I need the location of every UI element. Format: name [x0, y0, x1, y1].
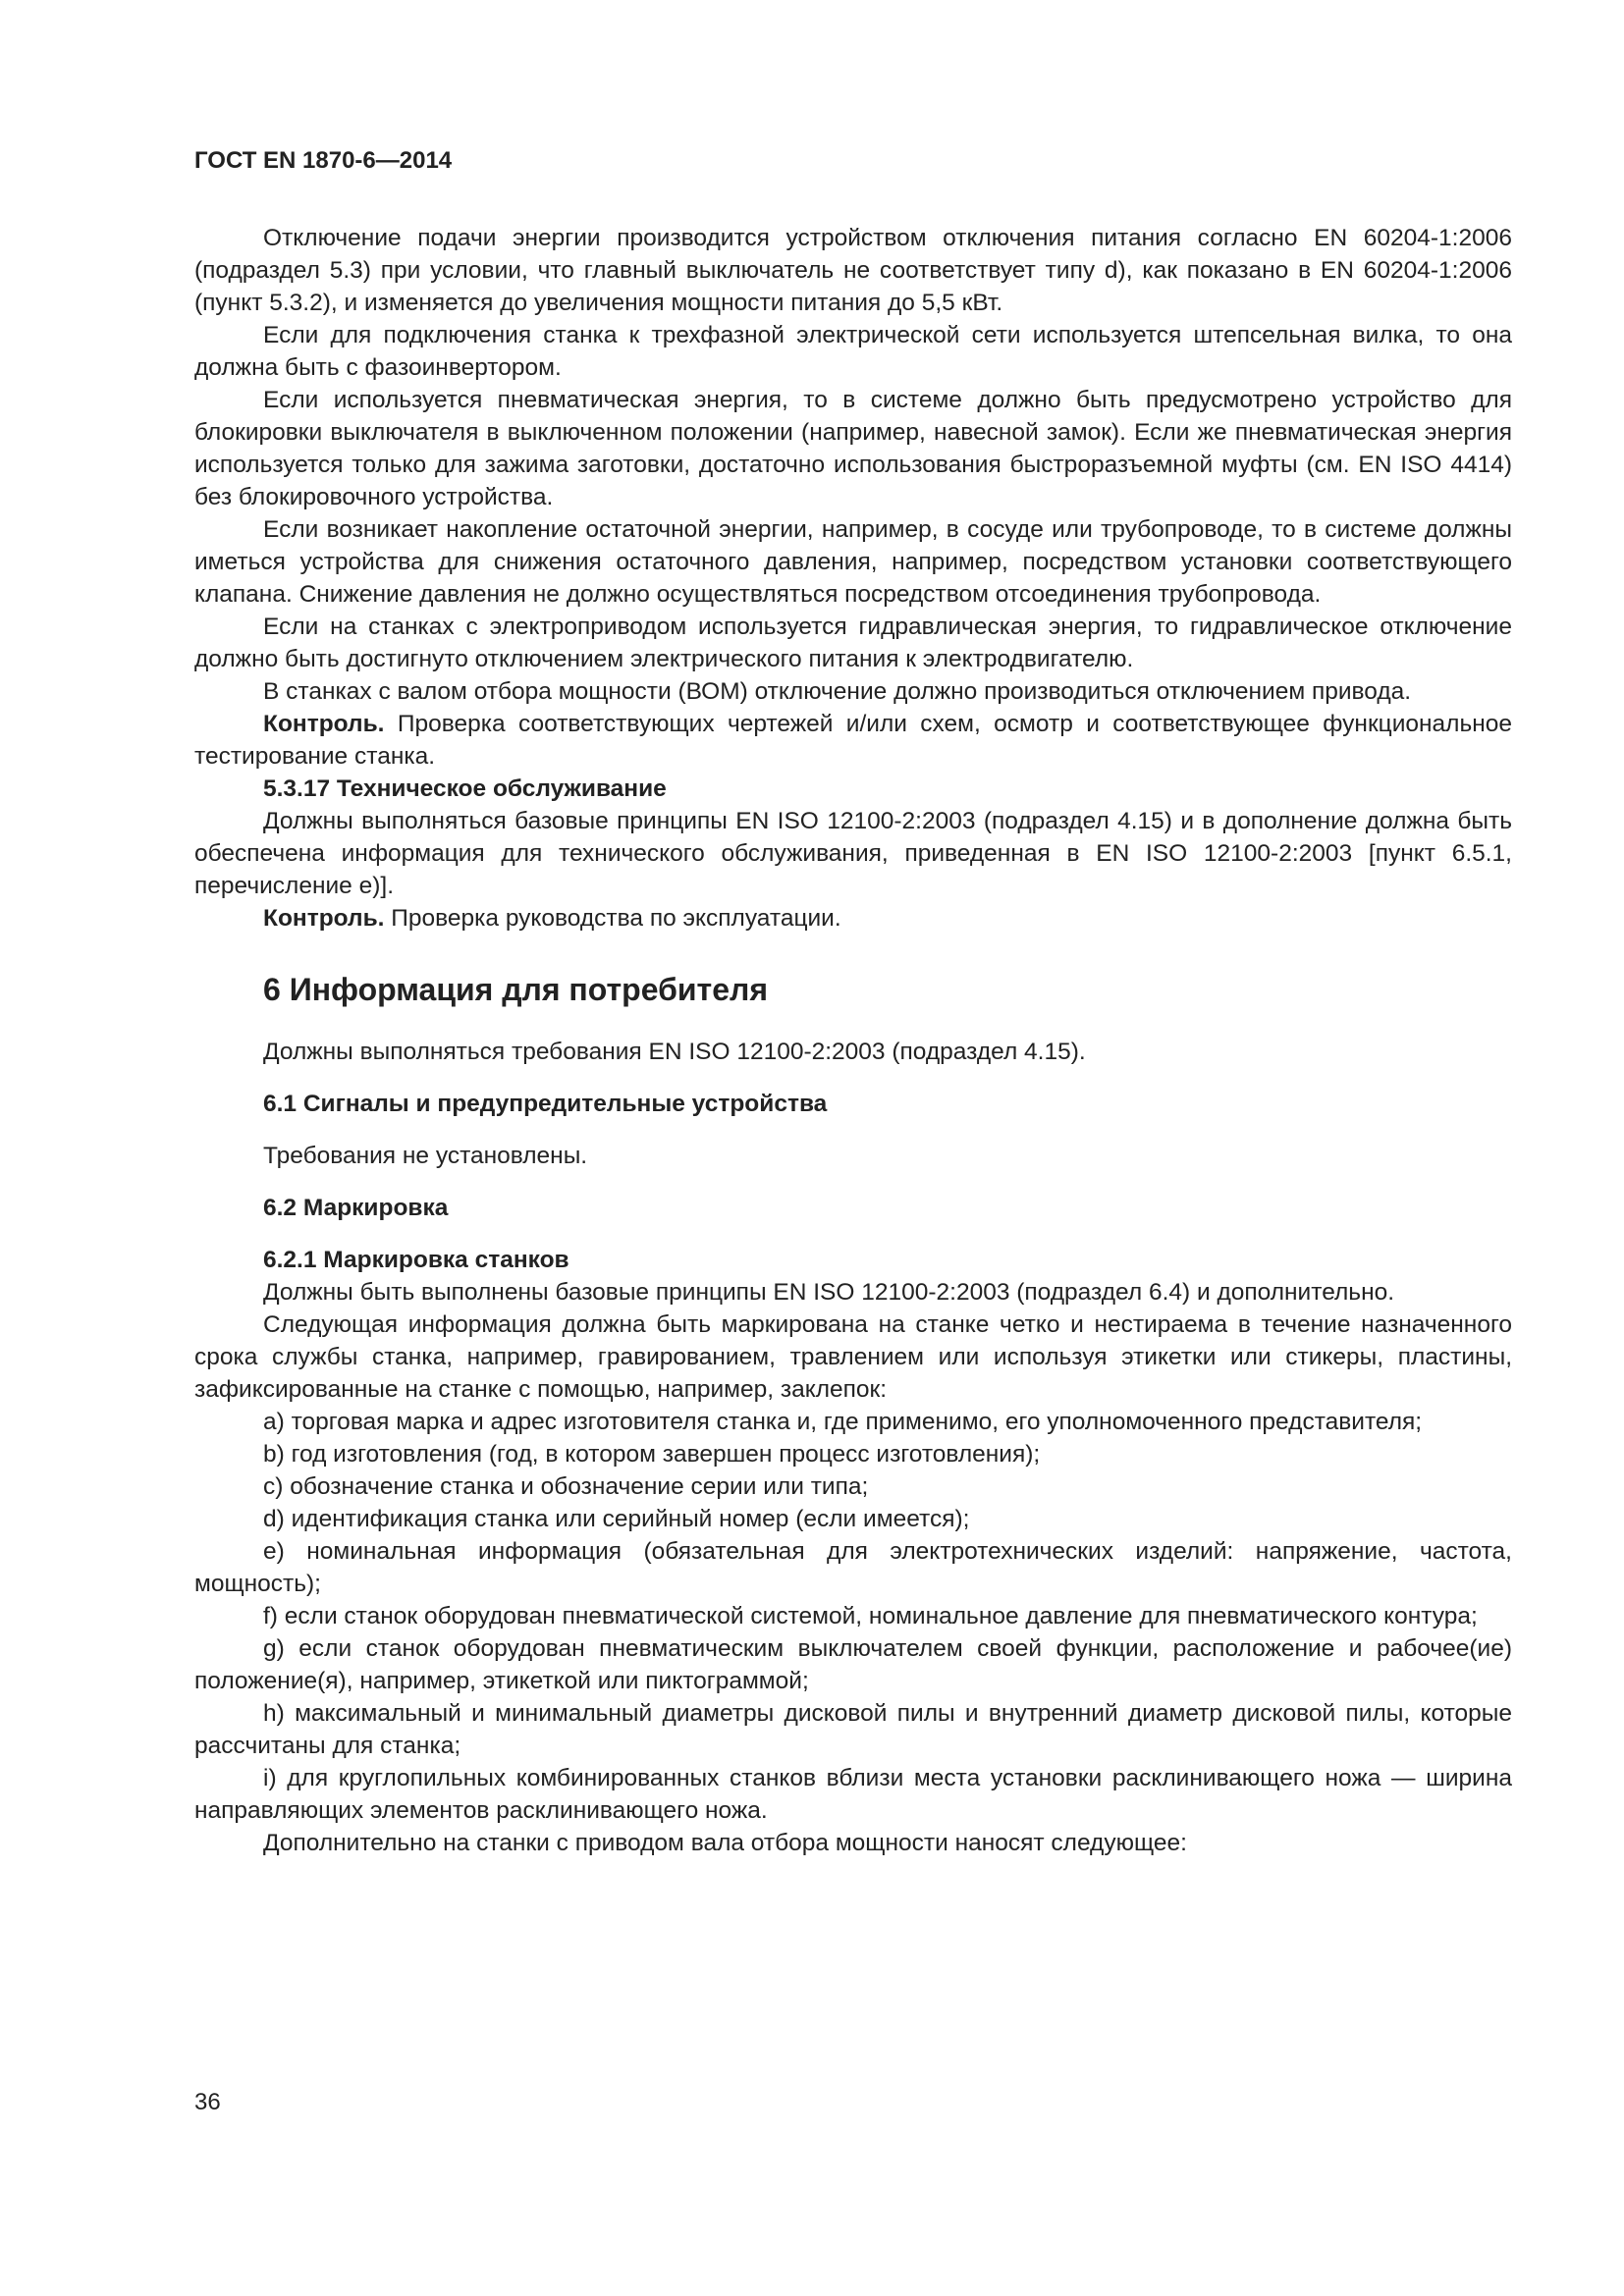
- list-item-e: e) номинальная информация (обязательная для электротехнических изделий: напряжение, частота, мощность);: [194, 1538, 1512, 1597]
- paragraph: Отключение подачи энергии производится устройством отключения питания согласно EN 60204-1:2006 (подраздел 5.3) при условии, что главный выключатель не соответствует типу d), как показано в EN 60204-1:2006 (пункт 5.3.2), и изменяется до увеличения мощности питания до 5,5 кВт.: [194, 225, 1512, 316]
- list-item-d: d) идентификация станка или серийный номер (если имеется);: [263, 1506, 970, 1532]
- paragraph: Дополнительно на станки с приводом вала отбора мощности наносят следующее:: [263, 1830, 1187, 1856]
- paragraph: Требования не установлены.: [263, 1143, 588, 1169]
- list-item-h: h) максимальный и минимальный диаметры дисковой пилы и внутренний диаметр дисковой пилы, которые рассчитаны для станка;: [194, 1700, 1512, 1759]
- paragraph: Следующая информация должна быть маркирована на станке четко и нестираема в течение назначенного срока службы станка, например, гравированием, травлением или используя этикетки или стикеры, пластины, зафиксированные на станке с помощью, например, заклепок:: [194, 1311, 1512, 1403]
- control-label: Контроль.: [263, 905, 385, 932]
- paragraph: Должны выполняться базовые принципы EN ISO 12100-2:2003 (подраздел 4.15) и в дополнение должна быть обеспечена информация для технического обслуживания, приведенная в EN ISO 12100-2:2003 [пункт 6.5.1, перечисление е)].: [194, 808, 1512, 899]
- list-item-g: g) если станок оборудован пневматическим выключателем своей функции, расположение и рабочее(ие) положение(я), например, этикеткой или пиктограммой;: [194, 1635, 1512, 1694]
- document-header: ГОСТ EN 1870-6—2014: [194, 147, 453, 174]
- list-item-b: b) год изготовления (год, в котором завершен процесс изготовления);: [263, 1441, 1041, 1468]
- paragraph: Должны быть выполнены базовые принципы EN ISO 12100-2:2003 (подраздел 6.4) и дополнительно.: [263, 1279, 1395, 1306]
- subsection-heading-6-2: 6.2 Маркировка: [263, 1195, 449, 1221]
- document-body: [194, 222, 1512, 1859]
- subsection-heading-6-1: 6.1 Сигналы и предупредительные устройства: [263, 1091, 828, 1117]
- page-number: 36: [194, 2089, 221, 2115]
- subsection-heading-5-3-17: 5.3.17 Техническое обслуживание: [263, 775, 667, 802]
- paragraph: Если возникает накопление остаточной энергии, например, в сосуде или трубопроводе, то в системе должны иметься устройства для снижения остаточного давления, например, посредством установки соответствующего клапана. Снижение давления не должно осуществляться посредством отсоединения трубопровода.: [194, 516, 1512, 608]
- control-text: Проверка соответствующих чертежей и/или схем, осмотр и соответствующее функциональное тестирование станка.: [194, 711, 1512, 770]
- paragraph: Должны выполняться требования EN ISO 12100-2:2003 (подраздел 4.15).: [263, 1039, 1086, 1065]
- paragraph: В станках с валом отбора мощности (ВОМ) отключение должно производиться отключением привода.: [263, 678, 1412, 705]
- list-item-a: a) торговая марка и адрес изготовителя станка и, где применимо, его уполномоченного представителя;: [263, 1409, 1423, 1435]
- control-label: Контроль.: [263, 711, 385, 737]
- list-item-c: c) обозначение станка и обозначение серии или типа;: [263, 1473, 869, 1500]
- subsection-heading-6-2-1: 6.2.1 Маркировка станков: [263, 1247, 569, 1273]
- paragraph: Если для подключения станка к трехфазной электрической сети используется штепсельная вилка, то она должна быть с фазоинвертором.: [194, 322, 1512, 381]
- list-item-f: f) если станок оборудован пневматической системой, номинальное давление для пневматического контура;: [263, 1603, 1478, 1629]
- control-text: Проверка руководства по эксплуатации.: [384, 905, 841, 932]
- list-item-i: i) для круглопильных комбинированных станков вблизи места установки расклинивающего ножа — ширина направляющих элементов расклинивающего ножа.: [194, 1765, 1512, 1824]
- paragraph: Если на станках с электроприводом используется гидравлическая энергия, то гидравлическое отключение должно быть достигнуто отключением электрического питания к электродвигателю.: [194, 614, 1512, 672]
- control-paragraph: [194, 902, 1512, 934]
- section-heading-6: 6 Информация для потребителя: [263, 972, 768, 1007]
- paragraph: Если используется пневматическая энергия, то в системе должно быть предусмотрено устройство для блокировки выключателя в выключенном положении (например, навесной замок). Если же пневматическая энергия используется только для зажима заготовки, достаточно использования быстроразъемной муфты (см. EN ISO 4414) без блокировочного устройства.: [194, 387, 1512, 510]
- control-paragraph: [194, 708, 1512, 773]
